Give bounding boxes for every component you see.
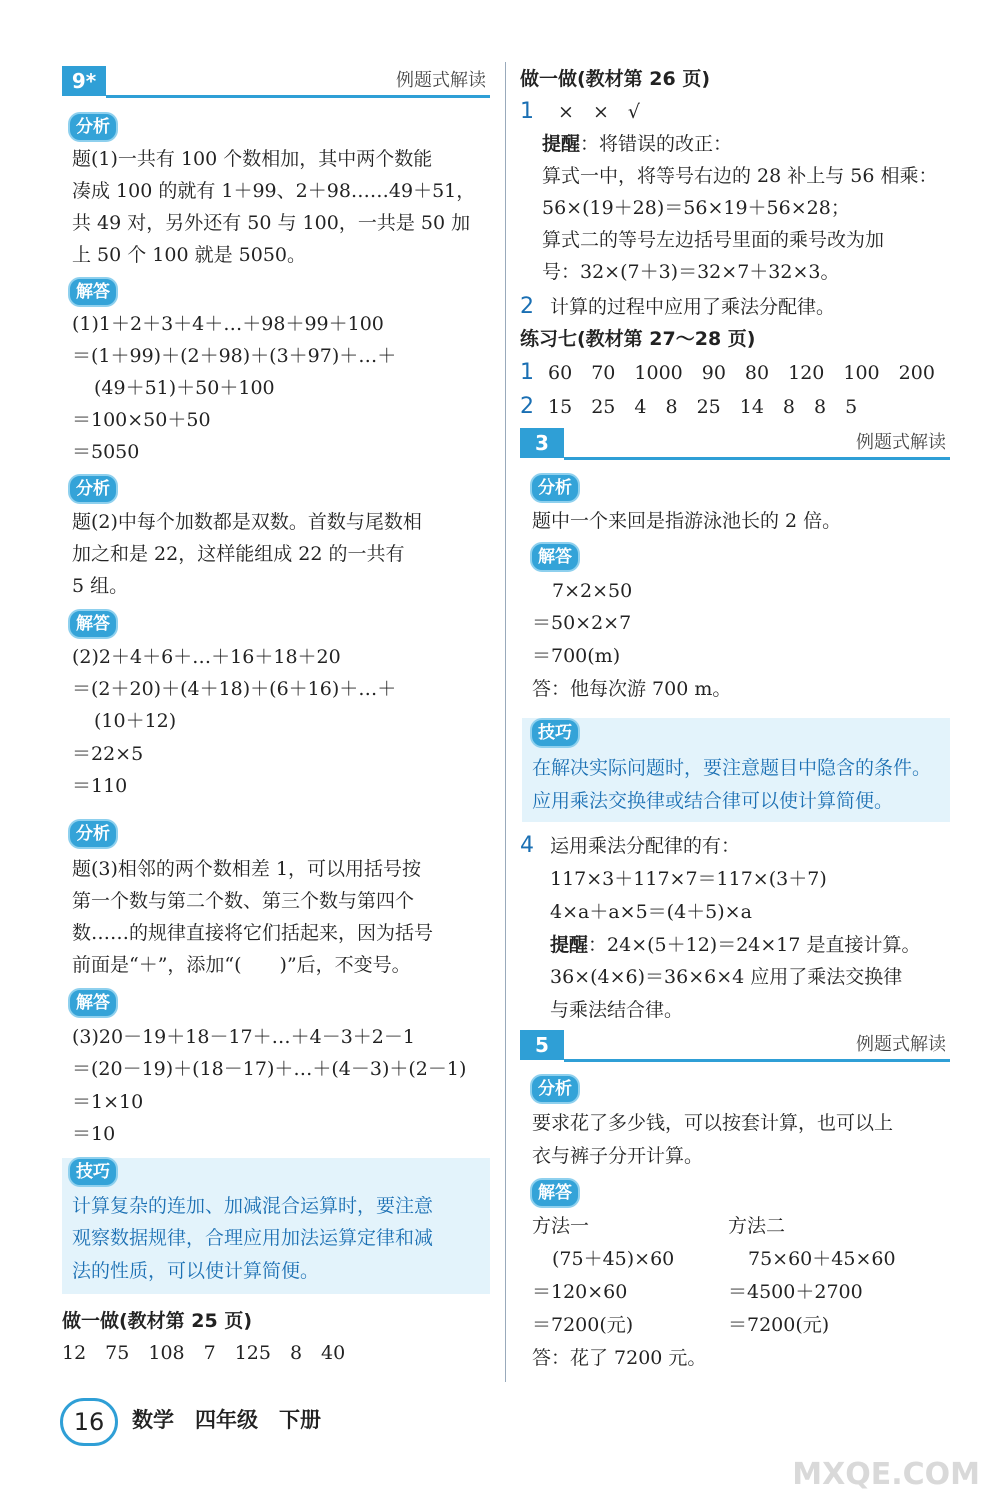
hint-label: 提醒 bbox=[550, 934, 589, 956]
section-rule bbox=[564, 457, 950, 460]
method1-line-3: ＝7200(元) bbox=[532, 1314, 634, 1336]
watermark: MXQE.COM bbox=[792, 1457, 980, 1492]
q4-hint-line-2: 36×(4×6)＝36×6×4 应用了乘法交换律 bbox=[550, 966, 903, 988]
answer3-line-3: ＝1×10 bbox=[72, 1091, 144, 1113]
section-header-9 bbox=[62, 64, 490, 98]
analysis3-line-3: 数……的规律直接将它们括起来，因为括号 bbox=[72, 922, 434, 944]
analysis3-line-1: 题(3)相邻的两个数相差 1，可以用括号按 bbox=[72, 858, 422, 880]
method2-line-2: ＝4500＋2700 bbox=[728, 1281, 863, 1303]
exercise-title: 做一做(教材第 26 页) bbox=[520, 68, 711, 90]
answer-badge: 解答 bbox=[68, 277, 118, 307]
answer1-line-5: ＝5050 bbox=[72, 441, 140, 463]
analysis2-line-1: 题(2)中每个加数都是双数。首数与尾数相 bbox=[72, 511, 422, 533]
method1-line-1: (75＋45)×60 bbox=[552, 1248, 675, 1270]
section-header-5 bbox=[520, 1028, 950, 1062]
p2-answers: 15 25 4 8 25 14 8 8 5 bbox=[548, 396, 858, 418]
analysis-badge: 分析 bbox=[68, 819, 118, 849]
question-number: 4 bbox=[520, 833, 534, 858]
p1-answers: 60 70 1000 90 80 120 100 200 bbox=[548, 362, 935, 384]
method1-title: 方法一 bbox=[532, 1215, 590, 1237]
analysis3-line-4: 前面是“＋”，添加“( )”后，不变号。 bbox=[72, 954, 411, 976]
hint-line-3: 56×(19＋28)＝56×19＋56×28； bbox=[542, 197, 850, 219]
answer2-line-3: (10＋12) bbox=[94, 710, 177, 732]
method2-line-3: ＝7200(元) bbox=[728, 1314, 830, 1336]
hint-text: ：将错误的改正： bbox=[580, 133, 733, 155]
question-4 bbox=[520, 831, 740, 861]
analysis-badge: 分析 bbox=[68, 112, 118, 142]
method2-title: 方法二 bbox=[728, 1215, 786, 1237]
analysis3-line-2: 第一个数与第二个数、第三个数与第四个 bbox=[72, 890, 415, 912]
answer1-line-3: (49＋51)＋50＋100 bbox=[94, 377, 275, 399]
book-title: 数学 四年级 下册 bbox=[132, 1408, 321, 1432]
sec3-answer-line-3: ＝700(m) bbox=[532, 645, 621, 667]
answer3-line-1: (3)20－19＋18－17＋…＋4－3＋2－1 bbox=[72, 1026, 415, 1048]
sec3-answer-line-4: 答：他每次游 700 m。 bbox=[532, 678, 732, 700]
analysis-badge: 分析 bbox=[530, 1074, 580, 1104]
answer-badge: 解答 bbox=[530, 1178, 580, 1208]
hint-line-4: 算式二的等号左边括号里面的乘号改为加 bbox=[542, 229, 885, 251]
section-number: 5 bbox=[520, 1030, 564, 1060]
q4-hint-line-3: 与乘法结合律。 bbox=[550, 999, 684, 1021]
hint-line-2: 算式一中，将等号右边的 28 补上与 56 相乘： bbox=[542, 165, 938, 187]
tip-line-2: 观察数据规律，合理应用加法运算定律和减 bbox=[72, 1227, 434, 1249]
page-number: 16 bbox=[60, 1398, 118, 1446]
section-rule bbox=[106, 95, 490, 98]
practice-1 bbox=[520, 358, 935, 388]
question-number: 1 bbox=[520, 360, 534, 385]
answer2-line-4: ＝22×5 bbox=[72, 743, 144, 765]
tip-line-3: 法的性质，可以使计算简便。 bbox=[72, 1260, 320, 1282]
sec5-final-answer: 答：花了 7200 元。 bbox=[532, 1347, 707, 1369]
exercise-answers: 12 75 108 7 125 8 40 bbox=[62, 1342, 346, 1364]
question-number: 1 bbox=[520, 99, 534, 124]
q2-text: 计算的过程中应用了乘法分配律。 bbox=[550, 296, 836, 318]
answer1-line-4: ＝100×50＋50 bbox=[72, 409, 211, 431]
answer-badge: 解答 bbox=[68, 609, 118, 639]
q1-marks: × × √ bbox=[558, 101, 640, 123]
answer1-line-2: ＝(1＋99)＋(2＋98)＋(3＋97)＋…＋ bbox=[72, 345, 397, 367]
analysis1-line-4: 上 50 个 100 就是 5050。 bbox=[72, 244, 306, 266]
tip-badge: 技巧 bbox=[530, 718, 580, 748]
analysis2-line-3: 5 组。 bbox=[72, 575, 129, 597]
question-number: 2 bbox=[520, 394, 534, 419]
answer2-line-1: (2)2＋4＋6＋…＋16＋18＋20 bbox=[72, 646, 341, 668]
analysis1-line-1: 题(1)一共有 100 个数相加，其中两个数能 bbox=[72, 148, 433, 170]
q4-line-3: 4×a＋a×5＝(4＋5)×a bbox=[550, 901, 752, 923]
tip-badge: 技巧 bbox=[68, 1157, 118, 1187]
q4-hint-line-1 bbox=[550, 930, 921, 960]
answer2-line-2: ＝(2＋20)＋(4＋18)＋(6＋16)＋…＋ bbox=[72, 678, 397, 700]
answer3-line-4: ＝10 bbox=[72, 1123, 116, 1145]
section-rule bbox=[564, 1059, 950, 1062]
answer-badge: 解答 bbox=[530, 542, 580, 572]
sec3-tip-line-1: 在解决实际问题时，要注意题目中隐含的条件。 bbox=[532, 757, 932, 779]
sec3-analysis: 题中一个来回是指游泳池长的 2 倍。 bbox=[532, 510, 842, 532]
analysis-badge: 分析 bbox=[68, 474, 118, 504]
practice-title: 练习七(教材第 27～28 页) bbox=[520, 328, 756, 350]
question-number: 2 bbox=[520, 294, 534, 319]
section-number: 3 bbox=[520, 428, 564, 458]
section-header-3 bbox=[520, 426, 950, 460]
section-title: 例题式解读 bbox=[856, 1034, 946, 1055]
hint-label: 提醒 bbox=[542, 133, 581, 155]
section-title: 例题式解读 bbox=[856, 432, 946, 453]
hint-line-1 bbox=[542, 129, 732, 159]
analysis1-line-3: 共 49 对，另外还有 50 与 100，一共是 50 加 bbox=[72, 212, 471, 234]
method2-line-1: 75×60＋45×60 bbox=[748, 1248, 896, 1270]
method1-line-2: ＝120×60 bbox=[532, 1281, 628, 1303]
question-1 bbox=[520, 97, 640, 127]
sec5-analysis-line-1: 要求花了多少钱，可以按套计算，也可以上 bbox=[532, 1112, 894, 1134]
hint-line-5: 号：32×(7＋3)＝32×7＋32×3。 bbox=[542, 261, 840, 283]
practice-2 bbox=[520, 392, 857, 422]
sec5-analysis-line-2: 衣与裤子分开计算。 bbox=[532, 1145, 704, 1167]
exercise-title: 做一做(教材第 25 页) bbox=[62, 1310, 253, 1332]
sec3-answer-line-1: 7×2×50 bbox=[552, 580, 633, 602]
answer1-line-1: (1)1＋2＋3＋4＋…＋98＋99＋100 bbox=[72, 313, 384, 335]
answer2-line-5: ＝110 bbox=[72, 775, 128, 797]
analysis-badge: 分析 bbox=[530, 473, 580, 503]
analysis1-line-2: 凑成 100 的就有 1＋99、2＋98……49＋51， bbox=[72, 180, 476, 202]
analysis2-line-2: 加之和是 22，这样能组成 22 的一共有 bbox=[72, 543, 405, 565]
tip-line-1: 计算复杂的连加、加减混合运算时，要注意 bbox=[72, 1195, 434, 1217]
section-number: 9* bbox=[62, 66, 106, 96]
answer3-line-2: ＝(20－19)＋(18－17)＋…＋(4－3)＋(2－1) bbox=[72, 1058, 467, 1080]
q4-line-2: 117×3＋117×7＝117×(3＋7) bbox=[550, 868, 827, 890]
sec3-answer-line-2: ＝50×2×7 bbox=[532, 612, 632, 634]
sec3-tip-line-2: 应用乘法交换律或结合律可以使计算简便。 bbox=[532, 790, 894, 812]
column-divider bbox=[505, 62, 506, 1382]
question-2 bbox=[520, 292, 835, 322]
answer-badge: 解答 bbox=[68, 988, 118, 1018]
section-title: 例题式解读 bbox=[396, 70, 486, 91]
q4-text: 运用乘法分配律的有： bbox=[550, 835, 741, 857]
q4-hint-text: ：24×(5＋12)＝24×17 是直接计算。 bbox=[588, 934, 921, 956]
